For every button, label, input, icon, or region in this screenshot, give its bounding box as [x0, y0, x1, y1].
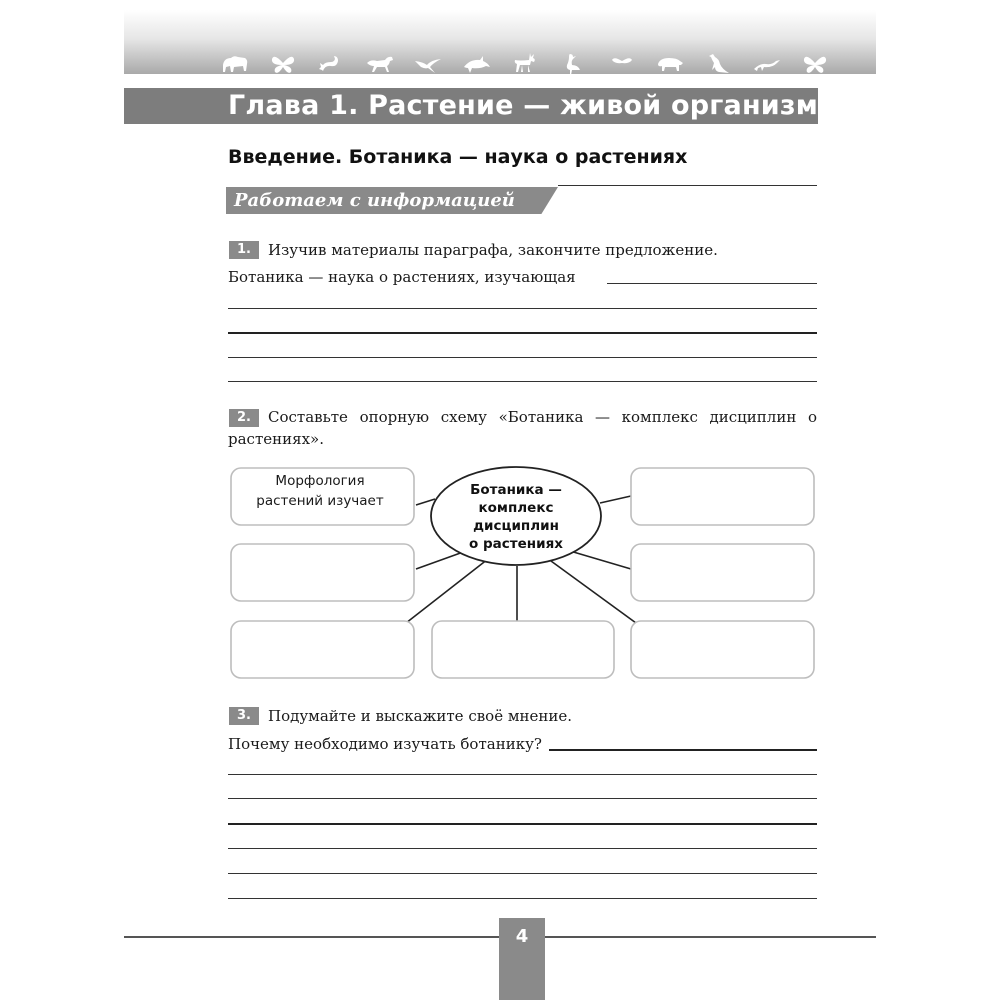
task-2-instruction: Составьте опорную схему «Ботаника — комплекс дисциплин о растениях».: [228, 408, 817, 448]
connector-line: [416, 551, 466, 569]
scorpion-icon: [317, 51, 347, 77]
task-3-question: Почему необходимо изучать ботанику?: [228, 735, 542, 753]
lizard-icon: [752, 51, 782, 77]
butterfly-icon: [800, 51, 830, 77]
wild-boar-icon: [655, 51, 685, 77]
empty-box: [631, 621, 814, 678]
info-banner-text: Работаем с информацией: [234, 190, 515, 211]
answer-line[interactable]: [228, 308, 817, 309]
swallow-icon: [413, 51, 443, 77]
botany-scheme-diagram: [228, 463, 818, 683]
answer-line[interactable]: [228, 332, 817, 334]
answer-line[interactable]: [549, 749, 817, 751]
task-3-instruction: Подумайте и выскажите своё мнение.: [268, 707, 573, 725]
heron-icon: [558, 51, 588, 77]
box-morphology-label: Морфология растений изучает: [256, 473, 384, 509]
task-1-instruction: Изучив материалы параграфа, закончите предложение.: [268, 241, 718, 259]
section-title: Введение. Ботаника — наука о растениях: [228, 146, 688, 168]
empty-box: [432, 621, 614, 678]
task-2-number: 2.: [229, 409, 259, 427]
empty-box: [631, 468, 814, 525]
answer-line[interactable]: [607, 283, 817, 284]
dolphin-icon: [462, 51, 492, 77]
answer-line[interactable]: [228, 848, 817, 849]
task-1-sentence: Ботаника — наука о растениях, изучающая: [228, 268, 576, 286]
butterfly-icon: [268, 51, 298, 77]
banner-rule: [558, 185, 817, 186]
page-number: 4: [515, 926, 529, 947]
chapter-title: Глава 1. Растение — живой организм: [228, 90, 819, 121]
answer-line[interactable]: [228, 798, 817, 799]
connector-line: [600, 496, 631, 503]
answer-line[interactable]: [228, 823, 817, 825]
empty-box: [631, 544, 814, 601]
empty-box: [231, 544, 414, 601]
empty-box: [231, 621, 414, 678]
answer-line[interactable]: [228, 774, 817, 775]
horse-icon: [365, 51, 395, 77]
kangaroo-icon: [703, 51, 733, 77]
deer-icon: [510, 51, 540, 77]
answer-line[interactable]: [228, 357, 817, 358]
task-1-number: 1.: [229, 241, 259, 259]
answer-line[interactable]: [228, 873, 817, 874]
answer-line[interactable]: [228, 381, 817, 382]
insect-icon: [607, 51, 637, 77]
animal-icons-strip: [220, 50, 830, 78]
connector-line: [570, 551, 631, 569]
task-3-number: 3.: [229, 707, 259, 725]
bison-icon: [220, 51, 250, 77]
answer-line[interactable]: [228, 898, 817, 899]
connector-line: [551, 561, 636, 623]
center-label: Ботаника — комплекс дисциплин о растениях: [469, 482, 563, 552]
